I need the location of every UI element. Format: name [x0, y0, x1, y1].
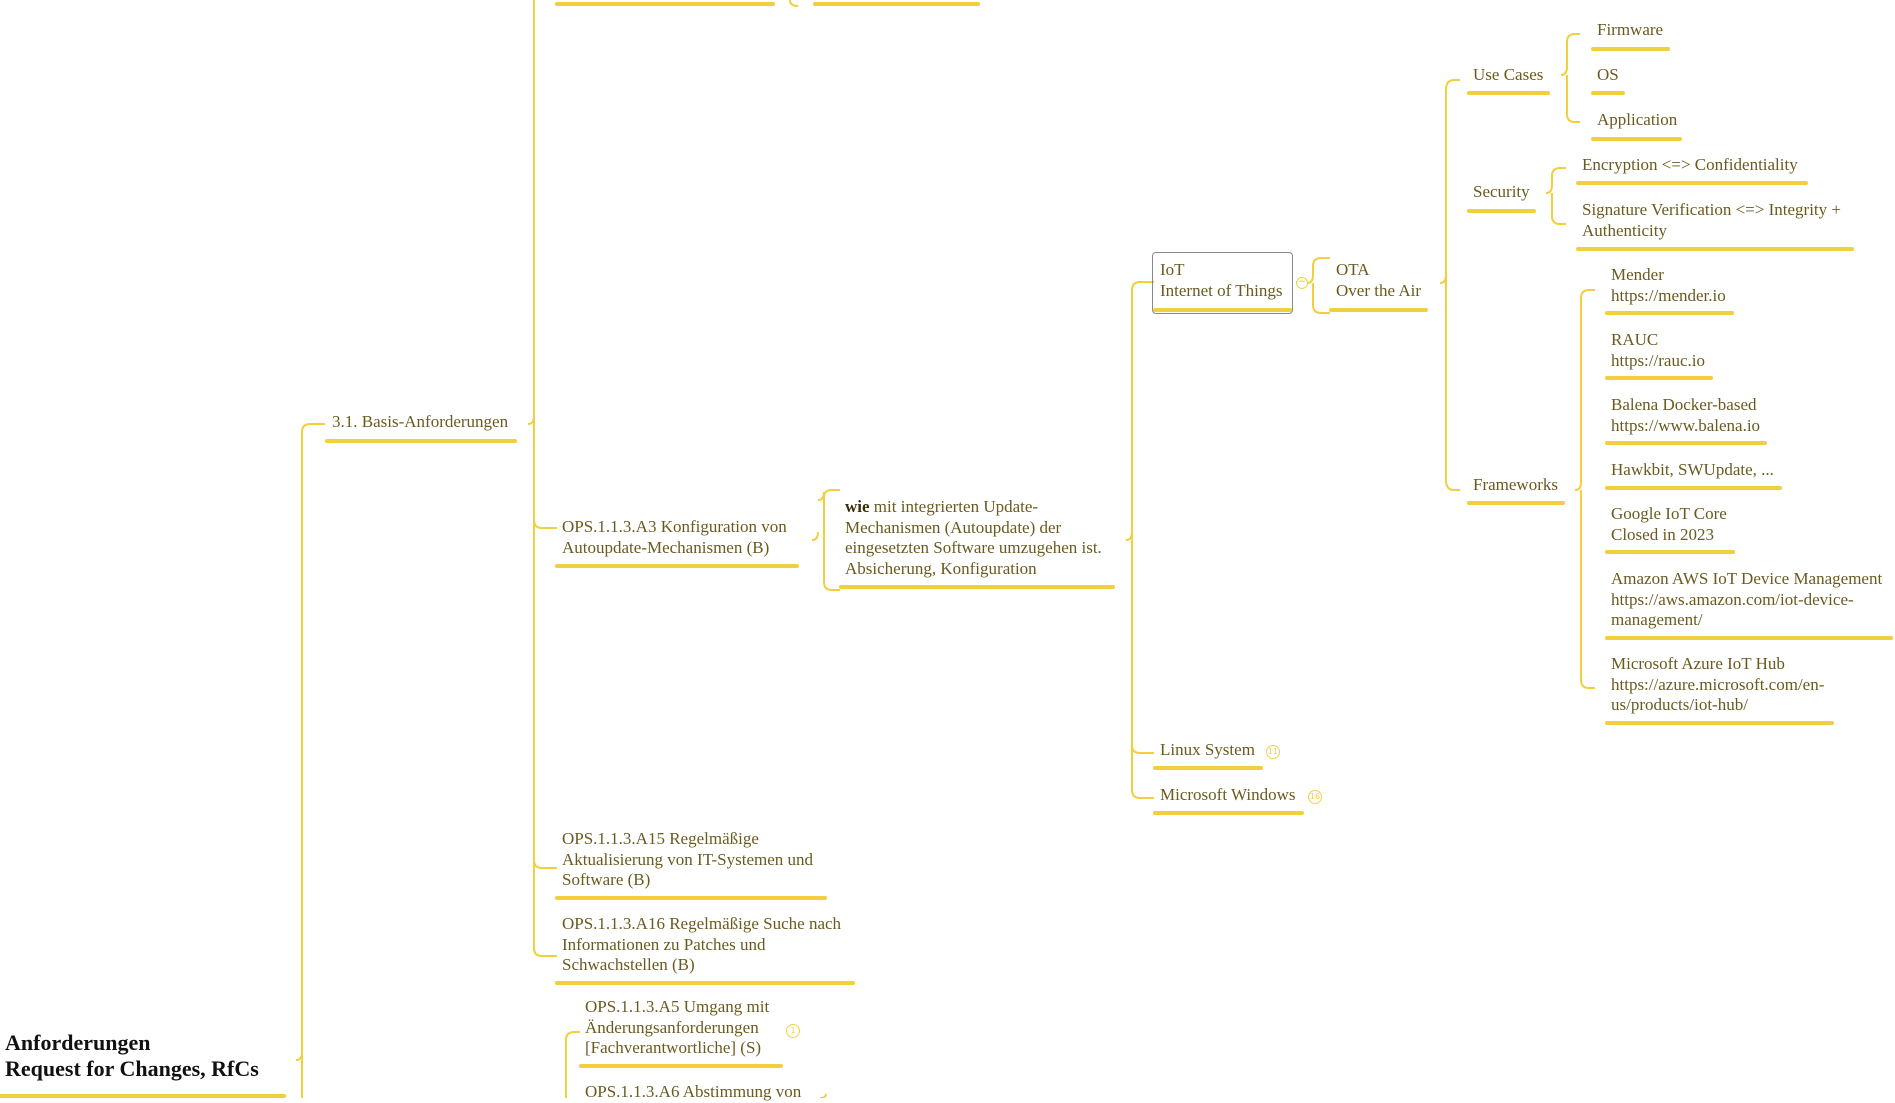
node-label: Linux System: [1160, 740, 1255, 759]
node-hawkbit[interactable]: [1611, 460, 1774, 481]
node-label-line1: OPS.1.1.3.A3 Konfiguration von: [562, 517, 787, 536]
node-label-line1: mit integrierten Update-: [869, 497, 1039, 516]
node-label-line2: Authenticity: [1582, 220, 1667, 240]
node-label-line2: https://azure.microsoft.com/en-: [1611, 674, 1825, 694]
node-label-line3: management/: [1611, 610, 1703, 629]
node-signature-verification[interactable]: [1582, 200, 1841, 241]
node-microsoft-windows[interactable]: [1160, 785, 1295, 806]
root-line1: Anforderungen: [5, 1030, 151, 1055]
count-badge-icon[interactable]: 16: [1308, 790, 1322, 804]
node-label: Use Cases: [1473, 65, 1544, 84]
node-label-line3: eingesetzten Software umzugehen ist.: [845, 538, 1102, 557]
node-label-line2: https://www.balena.io: [1611, 415, 1761, 435]
node-security[interactable]: [1473, 182, 1530, 203]
node-label-line1: OPS.1.1.3.A15 Regelmäßige: [562, 829, 759, 848]
node-application[interactable]: [1597, 110, 1677, 131]
node-balena[interactable]: [1611, 395, 1760, 436]
node-label-line3: Schwachstellen (B): [562, 955, 695, 974]
node-encryption[interactable]: [1582, 155, 1798, 176]
node-ops-a15[interactable]: [562, 829, 813, 891]
node-label: Application: [1597, 110, 1678, 129]
node-label-line2: Internet of Things: [1160, 280, 1283, 300]
node-os[interactable]: [1597, 65, 1619, 86]
node-ops-a5[interactable]: [585, 997, 769, 1059]
node-label-line2: https://rauc.io: [1611, 350, 1705, 370]
node-label-line2: Closed in 2023: [1611, 524, 1714, 544]
node-label: Security: [1473, 182, 1530, 201]
node-label-line1: OTA: [1336, 260, 1370, 279]
node-iot[interactable]: [1160, 260, 1282, 301]
node-label-line1: RAUC: [1611, 330, 1659, 349]
node-label-line1: IoT: [1160, 260, 1185, 279]
count-badge-icon[interactable]: 1: [786, 1024, 800, 1038]
root-line2: Request for Changes, RfCs: [5, 1056, 259, 1081]
node-label-line1: Microsoft Azure IoT Hub: [1611, 654, 1785, 673]
count-badge-icon[interactable]: 11: [1266, 745, 1280, 759]
node-basis-anforderungen[interactable]: [332, 412, 508, 433]
root-node[interactable]: [5, 1030, 259, 1082]
node-label-line1: Signature Verification <=> Integrity +: [1582, 200, 1841, 219]
node-label-line1: OPS.1.1.3.A5 Umgang mit: [585, 997, 770, 1016]
node-label-line2: https://mender.io: [1611, 285, 1726, 305]
node-label-line3: us/products/iot-hub/: [1611, 695, 1748, 714]
node-label-line3: [Fachverantwortliche] (S): [585, 1038, 762, 1057]
node-label-line2: Autoupdate-Mechanismen (B): [562, 537, 770, 557]
node-firmware[interactable]: [1597, 20, 1663, 41]
node-azure-iot[interactable]: [1611, 654, 1824, 716]
node-ops-a16[interactable]: [562, 914, 841, 976]
node-aws-iot[interactable]: [1611, 569, 1882, 631]
node-label: Firmware: [1597, 20, 1664, 39]
node-label-line2: Informationen zu Patches und: [562, 934, 766, 954]
node-ops-a3[interactable]: [562, 517, 787, 558]
keyword-wie: wie: [845, 497, 870, 516]
node-label-line4: Absicherung, Konfiguration: [845, 558, 1037, 578]
node-label-line1: Balena Docker-based: [1611, 395, 1757, 414]
node-label-line1: OPS.1.1.3.A6 Abstimmung von: [585, 1082, 802, 1101]
node-ops-a6[interactable]: [585, 1082, 801, 1103]
node-label: Hawkbit, SWUpdate, ...: [1611, 460, 1774, 479]
node-ota[interactable]: [1336, 260, 1421, 301]
node-label-line3: Software (B): [562, 870, 651, 889]
node-label-line2: Mechanismen (Autoupdate) der: [845, 517, 1062, 537]
node-label-line1: Amazon AWS IoT Device Management: [1611, 569, 1883, 588]
node-rauc[interactable]: [1611, 330, 1705, 371]
node-label: 3.1. Basis-Anforderungen: [332, 412, 509, 431]
node-label-line1: Mender: [1611, 265, 1664, 284]
minus-circle-icon[interactable]: −: [1296, 277, 1308, 289]
node-label-line2: Änderungsanforderungen: [585, 1017, 759, 1037]
node-mender[interactable]: [1611, 265, 1726, 306]
node-label: OS: [1597, 65, 1619, 84]
node-wie-description[interactable]: [845, 497, 1102, 579]
node-label: Microsoft Windows: [1160, 785, 1296, 804]
node-label-line2: https://aws.amazon.com/iot-device-: [1611, 589, 1854, 609]
node-label-line1: OPS.1.1.3.A16 Regelmäßige Suche nach: [562, 914, 842, 933]
node-label: Encryption <=> Confidentiality: [1582, 155, 1798, 174]
node-label-line2: Over the Air: [1336, 280, 1421, 300]
node-google-iot[interactable]: [1611, 504, 1727, 545]
node-label: Frameworks: [1473, 475, 1558, 494]
node-use-cases[interactable]: [1473, 65, 1543, 86]
node-label-line2: Aktualisierung von IT-Systemen und: [562, 849, 814, 869]
node-frameworks[interactable]: [1473, 475, 1558, 496]
node-label-line1: Google IoT Core: [1611, 504, 1727, 523]
node-linux-system[interactable]: [1160, 740, 1255, 761]
